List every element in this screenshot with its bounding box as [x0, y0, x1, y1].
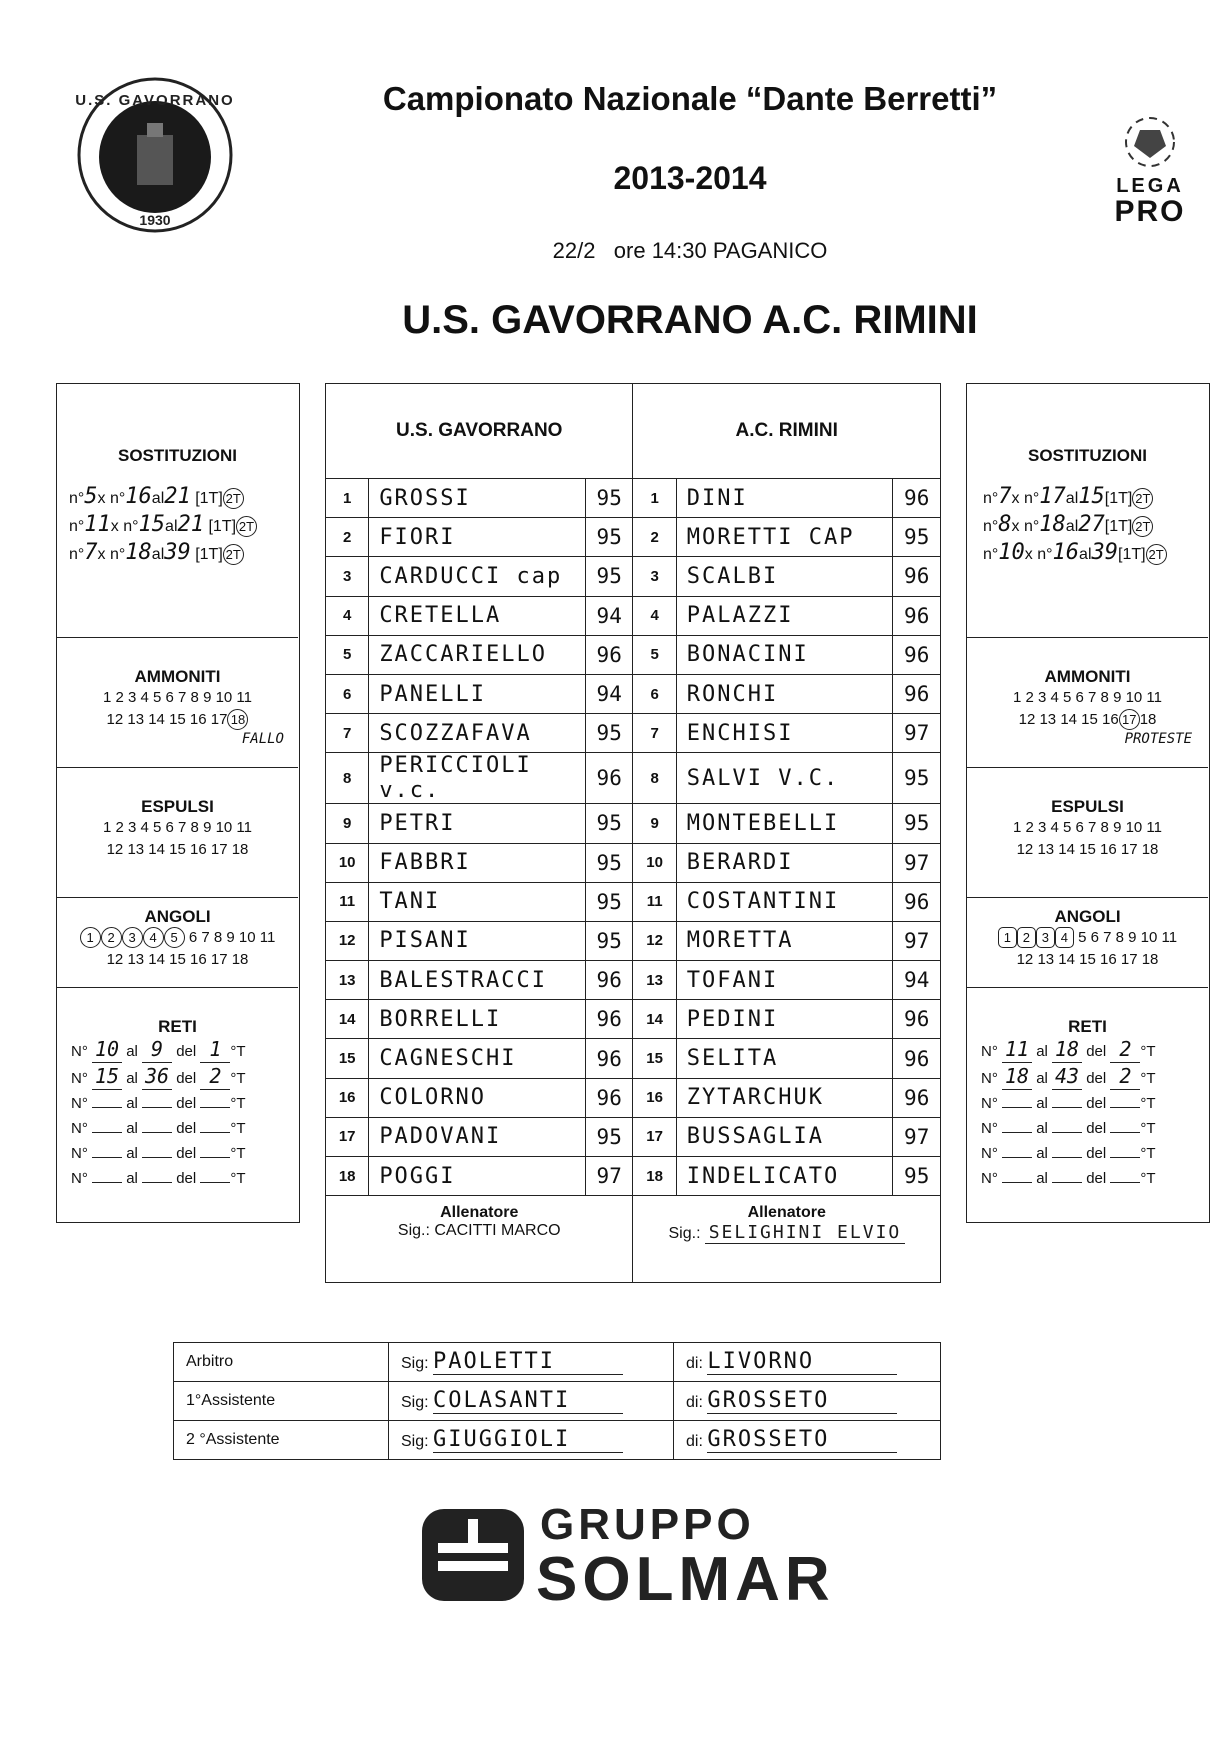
logo-year: 1930 — [139, 212, 171, 228]
home-player-year: 95 — [585, 1117, 633, 1156]
official-name: PAOLETTI — [433, 1349, 623, 1375]
away-player-number: 11 — [633, 882, 676, 921]
away-sub-line: n°8x n°18al27[1T] 2T — [983, 512, 1208, 540]
away-player-number: 1 — [633, 479, 676, 518]
number-row: 12 13 14 15 16 17 18 — [1016, 841, 1159, 858]
away-player-year: 95 — [893, 518, 941, 557]
home-player-number: 17 — [326, 1117, 369, 1156]
number-row: 12 13 14 15 16 17 18 — [1018, 711, 1157, 728]
roster-row — [326, 479, 941, 518]
lega-text: LEGA — [1116, 175, 1184, 197]
season: 2013-2014 — [613, 160, 767, 196]
home-player-number: 1 — [326, 479, 369, 518]
home-player-number: 5 — [326, 635, 369, 674]
section-title: ANGOLI — [144, 907, 211, 926]
away-player-name: BONACINI — [676, 635, 893, 674]
home-player-name: SCOZZAFAVA — [369, 714, 586, 753]
home-player-name: POGGI — [369, 1157, 586, 1196]
section-title: RETI — [158, 1017, 197, 1036]
roster-row — [326, 1157, 941, 1196]
roster-row — [326, 635, 941, 674]
number-row: 12 13 14 15 16 17 18 — [106, 841, 249, 858]
home-player-number: 4 — [326, 596, 369, 635]
official-city-cell — [674, 1421, 941, 1460]
pro-text: PRO — [1114, 195, 1186, 228]
home-player-name: FABBRI — [369, 843, 586, 882]
sig-label: Sig: — [401, 1433, 429, 1450]
ammoniti-note: PROTESTE — [1124, 731, 1192, 747]
away-player-name: MORETTA — [676, 921, 893, 960]
home-player-year: 96 — [585, 635, 633, 674]
away-player-year: 96 — [893, 1039, 941, 1078]
away-player-number: 16 — [633, 1078, 676, 1117]
home-player-year: 95 — [585, 804, 633, 843]
coach-row — [326, 1196, 941, 1283]
home-player-name: PANELLI — [369, 674, 586, 713]
section-title: AMMONITI — [1044, 667, 1131, 686]
away-player-number: 15 — [633, 1039, 676, 1078]
away-sub-line: n°10x n°16al39[1T] 2T — [983, 540, 1208, 568]
sig-label: Sig: — [401, 1394, 429, 1411]
roster-row — [326, 1039, 941, 1078]
home-player-name: ZACCARIELLO — [369, 635, 586, 674]
away-player-name: ENCHISI — [676, 714, 893, 753]
away-player-year: 95 — [893, 804, 941, 843]
official-row — [174, 1343, 941, 1382]
reti-line: N° 10 al 9 del 1 °T — [71, 1037, 246, 1061]
home-player-year: 95 — [585, 882, 633, 921]
roster-row — [326, 674, 941, 713]
official-city: GROSSETO — [707, 1388, 897, 1414]
roster-row — [326, 804, 941, 843]
home-player-number: 10 — [326, 843, 369, 882]
home-player-name: BORRELLI — [369, 1000, 586, 1039]
logo-text: U.S. GAVORRANO — [75, 92, 235, 109]
reti-line: N° al del °T — [981, 1145, 1156, 1162]
lega-pro-logo — [1095, 110, 1205, 250]
away-coach-cell — [633, 1196, 941, 1283]
home-ammoniti — [57, 637, 298, 768]
away-player-year: 96 — [893, 1078, 941, 1117]
home-player-year: 94 — [585, 596, 633, 635]
official-city: LIVORNO — [707, 1349, 897, 1375]
section-title: SOSTITUZIONI — [118, 446, 237, 465]
number-row: 12 13 14 15 16 17 18 — [57, 709, 298, 731]
sponsor-line2: SOLMAR — [536, 1545, 835, 1614]
section-title: ESPULSI — [141, 797, 214, 816]
away-player-year: 95 — [893, 753, 941, 804]
away-player-number: 10 — [633, 843, 676, 882]
official-name-cell — [389, 1382, 674, 1421]
number-row: 1 2 3 4 5 6 7 8 9 10 11 — [1012, 689, 1162, 706]
home-player-year: 96 — [585, 1078, 633, 1117]
di-label: di: — [686, 1355, 703, 1372]
home-sub-line: n°11x n°15al21 [1T] 2T — [69, 512, 298, 540]
sponsor-logo — [418, 1500, 888, 1614]
home-sub-line: n°5x n°16al21 [1T] 2T — [69, 484, 298, 512]
home-coach-name: Sig.: CACITTI MARCO — [397, 1222, 561, 1240]
home-player-number: 13 — [326, 961, 369, 1000]
roster-row — [326, 961, 941, 1000]
teams-title: U.S. GAVORRANO A.C. RIMINI — [402, 298, 978, 342]
home-player-number: 16 — [326, 1078, 369, 1117]
reti-line: N° al del °T — [981, 1170, 1156, 1187]
home-angoli — [57, 897, 298, 988]
away-player-name: SELITA — [676, 1039, 893, 1078]
official-role: 1°Assistente — [174, 1382, 389, 1421]
away-player-number: 5 — [633, 635, 676, 674]
away-player-year: 95 — [893, 1157, 941, 1196]
home-player-year: 94 — [585, 674, 633, 713]
home-player-year: 95 — [585, 921, 633, 960]
reti-line: N° al del °T — [981, 1095, 1156, 1112]
home-player-number: 7 — [326, 714, 369, 753]
roster-row — [326, 753, 941, 804]
away-side-panel — [966, 383, 1210, 1223]
reti-line: N° 18 al 43 del 2 °T — [981, 1064, 1156, 1088]
away-ammoniti — [967, 637, 1208, 768]
official-city-cell — [674, 1382, 941, 1421]
home-player-number: 12 — [326, 921, 369, 960]
section-title: SOSTITUZIONI — [1028, 446, 1147, 465]
home-espulsi — [57, 767, 298, 898]
reti-line: N° al del °T — [71, 1170, 246, 1187]
home-player-year: 97 — [585, 1157, 633, 1196]
roster-row — [326, 1117, 941, 1156]
home-player-name: PETRI — [369, 804, 586, 843]
home-sub-line: n°7x n°18al39 [1T] 2T — [69, 540, 298, 568]
roster-row — [326, 882, 941, 921]
away-player-name: INDELICATO — [676, 1157, 893, 1196]
away-player-name: MONTEBELLI — [676, 804, 893, 843]
home-player-name: PERICCIOLI v.c. — [369, 753, 586, 804]
roster-header-row — [326, 384, 941, 479]
away-player-name: BERARDI — [676, 843, 893, 882]
away-player-number: 9 — [633, 804, 676, 843]
home-player-name: PISANI — [369, 921, 586, 960]
di-label: di: — [686, 1433, 703, 1450]
away-player-year: 97 — [893, 843, 941, 882]
coach-label: Allenatore — [747, 1204, 826, 1222]
away-player-number: 7 — [633, 714, 676, 753]
away-angoli — [967, 897, 1208, 988]
roster-row — [326, 596, 941, 635]
away-player-name: PEDINI — [676, 1000, 893, 1039]
section-title: AMMONITI — [134, 667, 221, 686]
away-player-number: 6 — [633, 674, 676, 713]
away-coach-name: SELIGHINI ELVIO — [705, 1222, 905, 1244]
section-title: RETI — [1068, 1017, 1107, 1036]
away-espulsi — [967, 767, 1208, 898]
home-player-year: 96 — [585, 753, 633, 804]
coach-label: Allenatore — [440, 1204, 519, 1222]
official-name: GIUGGIOLI — [433, 1427, 623, 1453]
home-player-year: 96 — [585, 1039, 633, 1078]
home-player-number: 2 — [326, 518, 369, 557]
official-city-cell — [674, 1343, 941, 1382]
official-name: COLASANTI — [433, 1388, 623, 1414]
section-title: ESPULSI — [1051, 797, 1124, 816]
away-sub-line: n°7x n°17al15[1T] 2T — [983, 484, 1208, 512]
championship-title: Campionato Nazionale “Dante Berretti” — [382, 80, 998, 117]
away-player-year: 96 — [893, 1000, 941, 1039]
home-player-name: CAGNESCHI — [369, 1039, 586, 1078]
roster-row — [326, 518, 941, 557]
away-player-number: 8 — [633, 753, 676, 804]
roster-row — [326, 714, 941, 753]
match-info: 22/2 ore 14:30 PAGANICO — [552, 238, 828, 263]
home-player-number: 14 — [326, 1000, 369, 1039]
number-row: 1 2 3 4 5 6 7 8 9 10 11 — [967, 927, 1208, 949]
reti-line: N° al del °T — [71, 1145, 246, 1162]
home-player-name: BALESTRACCI — [369, 961, 586, 1000]
away-player-name: DINI — [676, 479, 893, 518]
home-player-name: CRETELLA — [369, 596, 586, 635]
number-row: 12 13 14 15 16 17 18 — [106, 951, 249, 968]
away-player-year: 96 — [893, 596, 941, 635]
away-player-name: SCALBI — [676, 557, 893, 596]
official-name-cell — [389, 1343, 674, 1382]
home-player-number: 3 — [326, 557, 369, 596]
home-coach-cell — [326, 1196, 633, 1283]
home-player-number: 9 — [326, 804, 369, 843]
home-player-name: FIORI — [369, 518, 586, 557]
away-player-year: 96 — [893, 635, 941, 674]
home-player-name: CARDUCCI cap — [369, 557, 586, 596]
home-team-header: U.S. GAVORRANO — [326, 384, 633, 479]
away-reti — [967, 987, 1208, 1221]
section-title: ANGOLI — [1054, 907, 1121, 926]
home-player-year: 96 — [585, 1000, 633, 1039]
away-team-header: A.C. RIMINI — [633, 384, 941, 479]
away-player-name: RONCHI — [676, 674, 893, 713]
away-player-year: 97 — [893, 1117, 941, 1156]
away-player-name: SALVI V.C. — [676, 753, 893, 804]
away-player-year: 96 — [893, 882, 941, 921]
away-player-number: 2 — [633, 518, 676, 557]
roster-row — [326, 1078, 941, 1117]
home-player-year: 96 — [585, 961, 633, 1000]
gavorrano-logo — [75, 75, 235, 235]
reti-line: N° 15 al 36 del 2 °T — [71, 1064, 246, 1088]
number-row: 1 2 3 4 5 6 7 8 9 10 11 — [102, 819, 252, 836]
official-city: GROSSETO — [707, 1427, 897, 1453]
number-row: 12 13 14 15 16 17 18 — [1016, 951, 1159, 968]
away-player-year: 96 — [893, 674, 941, 713]
away-player-number: 12 — [633, 921, 676, 960]
officials-table — [173, 1342, 941, 1460]
away-sostituzioni — [967, 384, 1208, 638]
home-sostituzioni — [57, 384, 298, 638]
home-player-number: 6 — [326, 674, 369, 713]
away-player-name: PALAZZI — [676, 596, 893, 635]
away-player-name: TOFANI — [676, 961, 893, 1000]
number-row: 1 2 3 4 5 6 7 8 9 10 11 — [57, 927, 298, 949]
official-name-cell — [389, 1421, 674, 1460]
official-role: Arbitro — [174, 1343, 389, 1382]
home-player-name: TANI — [369, 882, 586, 921]
roster-row — [326, 921, 941, 960]
away-player-number: 3 — [633, 557, 676, 596]
away-player-year: 96 — [893, 479, 941, 518]
solmar-mark-icon — [418, 1505, 528, 1605]
roster-row — [326, 1000, 941, 1039]
home-player-number: 8 — [326, 753, 369, 804]
sponsor-line1: GRUPPO — [540, 1500, 755, 1549]
reti-line: N° al del °T — [71, 1095, 246, 1112]
home-player-number: 18 — [326, 1157, 369, 1196]
away-player-name: MORETTI CAP — [676, 518, 893, 557]
away-player-year: 94 — [893, 961, 941, 1000]
home-side-panel — [56, 383, 300, 1223]
away-player-number: 17 — [633, 1117, 676, 1156]
ball-icon — [1110, 110, 1190, 170]
home-player-year: 95 — [585, 557, 633, 596]
official-role: 2 °Assistente — [174, 1421, 389, 1460]
reti-line: N° 11 al 18 del 2 °T — [981, 1037, 1156, 1061]
home-reti — [57, 987, 298, 1221]
roster-row — [326, 843, 941, 882]
number-row: 1 2 3 4 5 6 7 8 9 10 11 — [102, 689, 252, 706]
di-label: di: — [686, 1394, 703, 1411]
ammoniti-note: FALLO — [241, 731, 284, 747]
roster-row — [326, 557, 941, 596]
home-player-name: PADOVANI — [369, 1117, 586, 1156]
away-player-number: 4 — [633, 596, 676, 635]
home-player-year: 95 — [585, 714, 633, 753]
sig-label: Sig: — [401, 1355, 429, 1372]
number-row: 1 2 3 4 5 6 7 8 9 10 11 — [1012, 819, 1162, 836]
away-player-name: COSTANTINI — [676, 882, 893, 921]
reti-line: N° al del °T — [71, 1120, 246, 1137]
home-player-name: GROSSI — [369, 479, 586, 518]
away-player-year: 96 — [893, 557, 941, 596]
home-player-number: 15 — [326, 1039, 369, 1078]
away-player-year: 97 — [893, 714, 941, 753]
official-row — [174, 1382, 941, 1421]
official-row — [174, 1421, 941, 1460]
home-player-year: 95 — [585, 518, 633, 557]
home-player-number: 11 — [326, 882, 369, 921]
coach-prefix: Sig.: — [668, 1225, 701, 1243]
home-player-year: 95 — [585, 479, 633, 518]
home-player-name: COLORNO — [369, 1078, 586, 1117]
home-player-year: 95 — [585, 843, 633, 882]
away-player-name: ZYTARCHUK — [676, 1078, 893, 1117]
away-player-name: BUSSAGLIA — [676, 1117, 893, 1156]
away-player-number: 18 — [633, 1157, 676, 1196]
away-player-number: 13 — [633, 961, 676, 1000]
roster-table — [325, 383, 941, 1283]
reti-line: N° al del °T — [981, 1120, 1156, 1137]
away-player-year: 97 — [893, 921, 941, 960]
away-player-number: 14 — [633, 1000, 676, 1039]
